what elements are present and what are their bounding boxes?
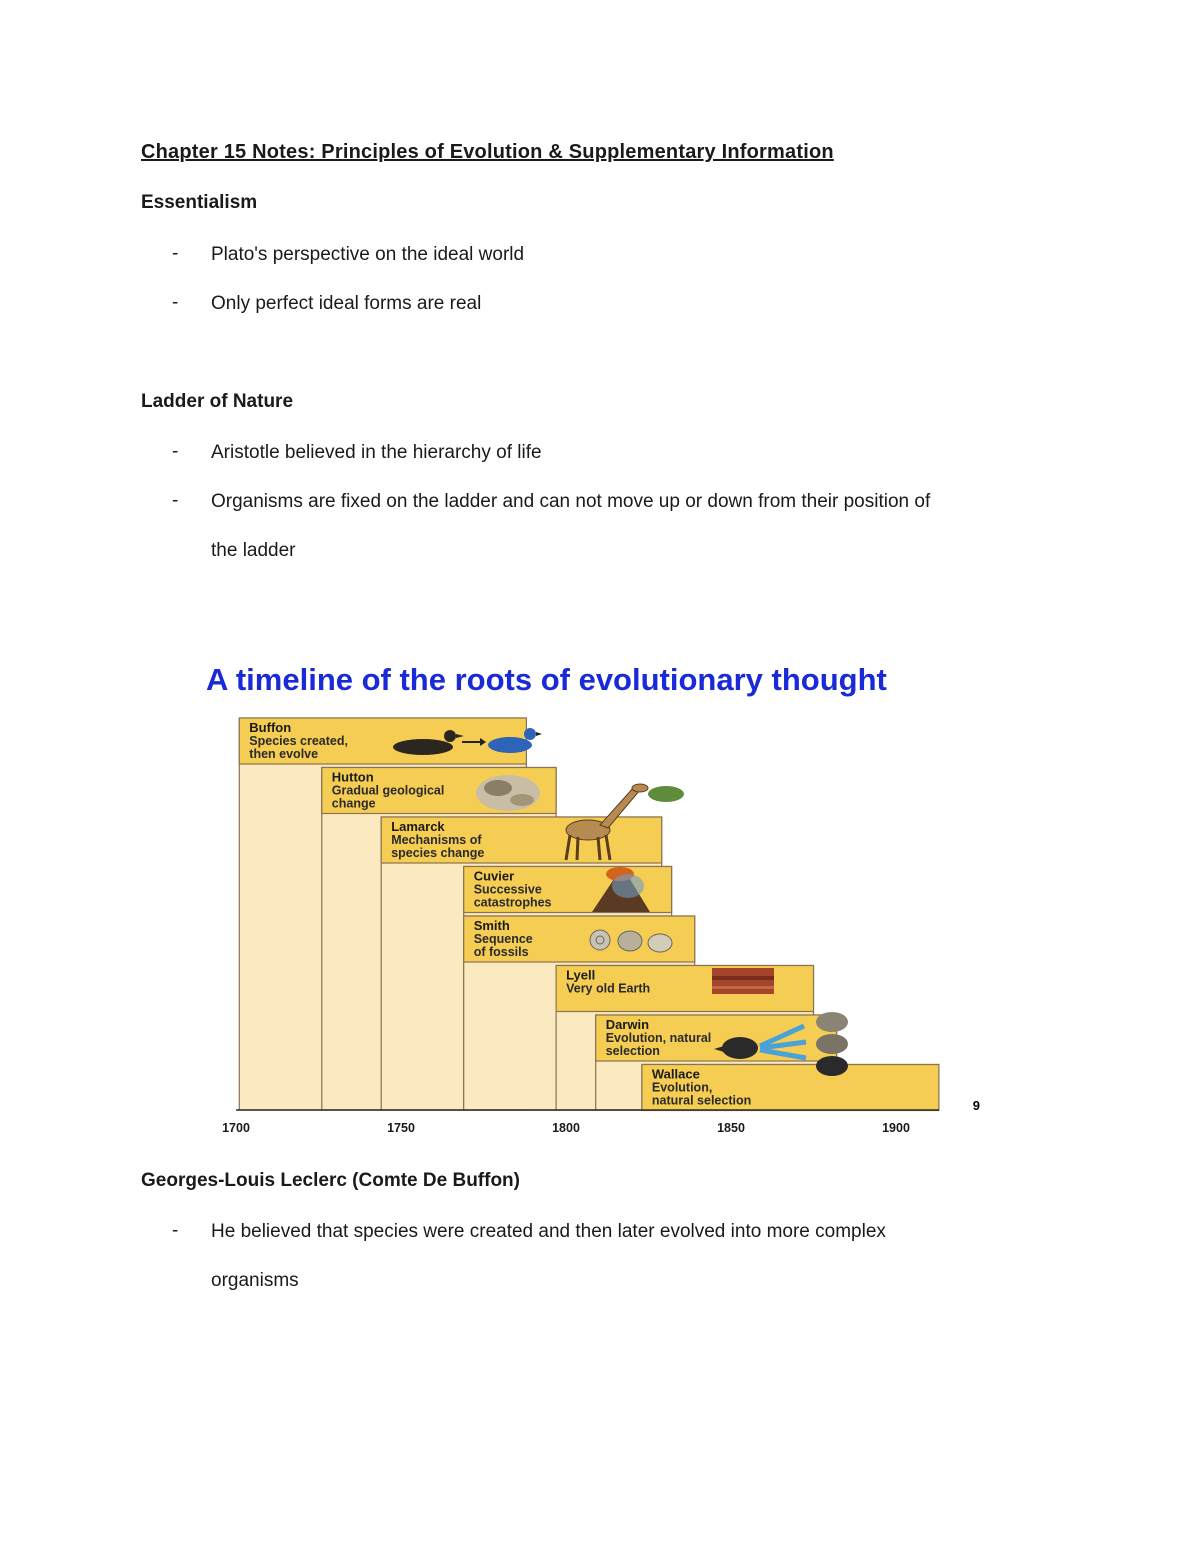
axis-tick-label: 1900: [882, 1121, 910, 1135]
scientist-idea: Very old Earth: [566, 981, 651, 996]
scientist-idea: catastrophes: [473, 895, 552, 910]
scientist-name: Smith: [473, 918, 510, 933]
bullet-marker: -: [172, 1220, 179, 1241]
scientist-idea: change: [331, 796, 376, 811]
scientist-idea: of fossils: [473, 945, 529, 959]
scientist-idea: natural selection: [651, 1093, 752, 1108]
bullet-text: Aristotle believed in the hierarchy of life: [211, 442, 542, 463]
page-number: 9: [972, 1098, 980, 1113]
rock-formation-icon: [476, 775, 540, 811]
scientist-name: Lyell: [566, 967, 596, 983]
bullet-text-continuation: the ladder: [211, 540, 296, 561]
bullet-marker: -: [172, 441, 179, 462]
axis-tick-label: 1850: [717, 1121, 745, 1135]
axis-tick-label: 1700: [222, 1121, 250, 1135]
scientist-idea: Sequence: [473, 932, 533, 946]
scientist-idea: Mechanisms of: [391, 833, 482, 847]
scientist-idea: Species created,: [249, 734, 348, 748]
scientist-name: Buffon: [249, 720, 292, 735]
scientist-idea: Successive: [473, 882, 542, 897]
scientist-idea: Gradual geological: [331, 783, 445, 798]
scientist-name: Darwin: [605, 1017, 650, 1032]
section-heading-ladder-of-nature: Ladder of Nature: [141, 391, 294, 412]
scientist-idea: selection: [605, 1044, 660, 1058]
timeline-figure: [200, 650, 1000, 1140]
bullet-marker: -: [172, 243, 179, 264]
bullet-text: He believed that species were created and then later evolved into more complex: [211, 1221, 886, 1242]
section-heading-essentialism: Essentialism: [141, 192, 258, 213]
scientist-idea: Evolution,: [651, 1080, 713, 1095]
scientist-name: Lamarck: [391, 819, 445, 834]
bullet-marker: -: [172, 490, 179, 511]
bullet-text: Only perfect ideal forms are real: [211, 293, 482, 314]
bullet-marker: -: [172, 292, 179, 313]
scientist-idea: species change: [391, 846, 485, 860]
scientist-idea: then evolve: [249, 747, 319, 761]
bullet-text: Organisms are fixed on the ladder and can not move up or down from their position of: [211, 491, 931, 512]
figure-title: A timeline of the roots of evolutionary thought: [206, 662, 887, 697]
axis-tick-label: 1750: [387, 1121, 415, 1135]
scientist-name: Cuvier: [473, 868, 515, 884]
scientist-name: Hutton: [331, 769, 374, 785]
scientist-idea: Evolution, natural: [605, 1031, 712, 1045]
section-heading-buffon: Georges-Louis Leclerc (Comte De Buffon): [141, 1170, 520, 1191]
document-title: Chapter 15 Notes: Principles of Evolution & Supplementary Information: [141, 141, 834, 163]
rock-strata-icon: [712, 968, 774, 994]
bullet-text: Plato's perspective on the ideal world: [211, 244, 525, 265]
axis-tick-label: 1800: [552, 1121, 580, 1135]
scientist-name: Wallace: [651, 1066, 700, 1082]
bullet-text-continuation: organisms: [211, 1270, 299, 1291]
